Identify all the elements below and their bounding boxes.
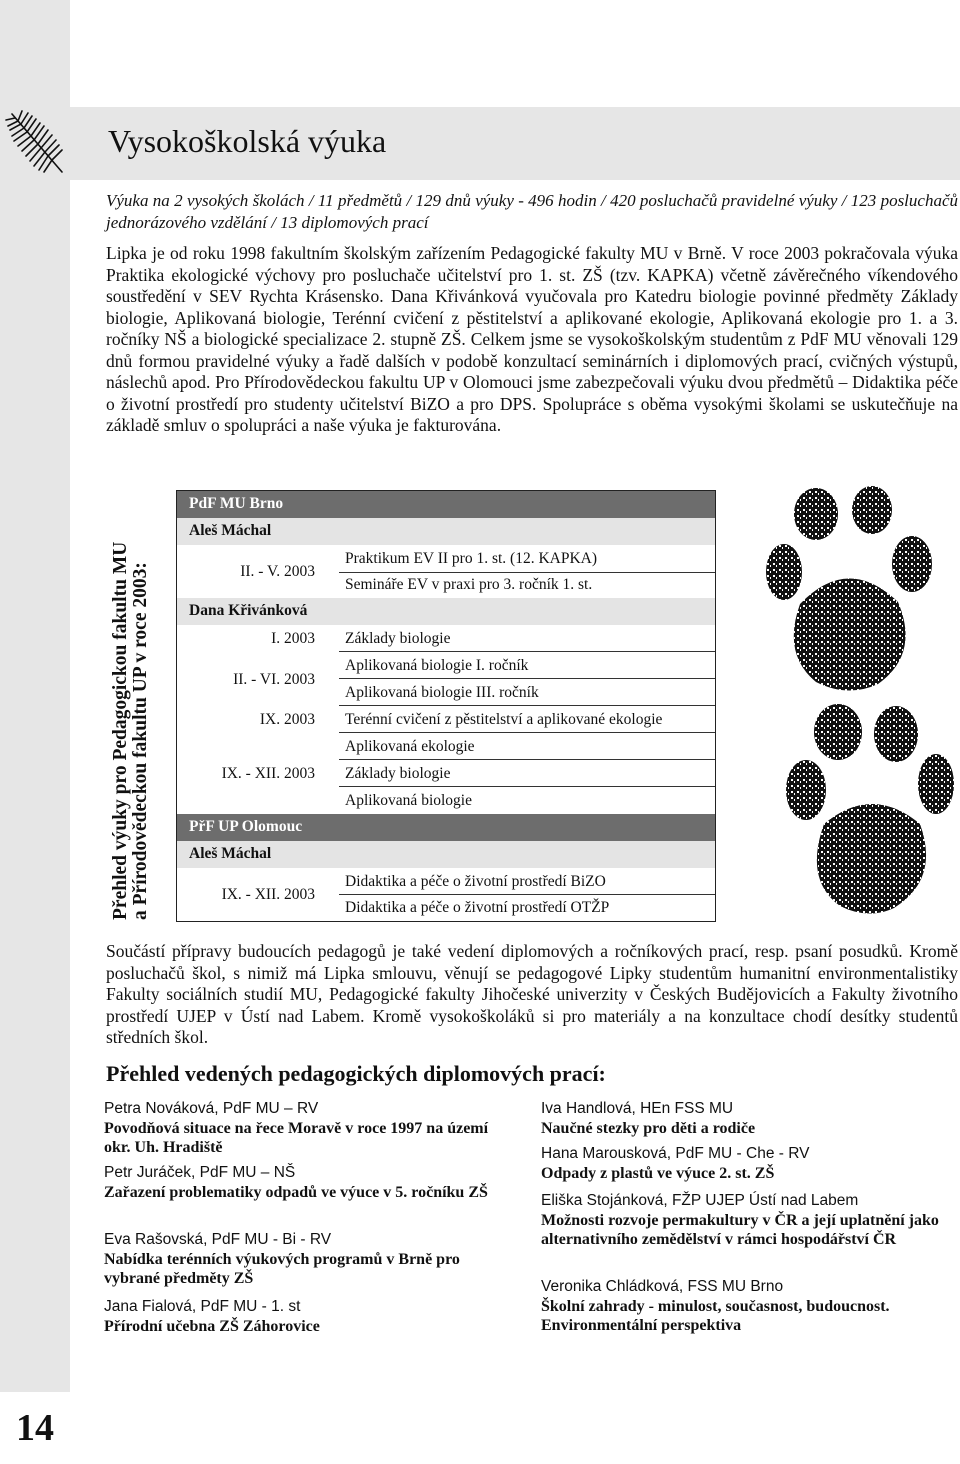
date-cell: IX. - XII. 2003 [221,765,315,782]
left-sidebar [0,0,70,1461]
date-cell: I. 2003 [271,630,315,647]
thesis-item [541,1099,959,1138]
course-cell: Základy biologie [345,630,451,647]
thesis-title: Povodňová situace na řece Moravě v roce 1997 na území okr. Uh. Hradiště [104,1119,489,1156]
teacher-name: Aleš Máchal [189,522,272,539]
thesis-title: Přírodní učebna ZŠ Záhorovice [104,1317,320,1335]
course-cell: Aplikovaná biologie [345,792,472,809]
thesis-author: Iva Handlová, HEn FSS MU [541,1100,734,1117]
thesis-item [541,1277,959,1336]
teacher-row [177,518,715,545]
course-cell: Terénní cvičení z pěstitelství a aplikované ekologie [345,711,663,728]
thesis-item [104,1297,504,1336]
theses-heading: Přehled vedených pedagogických diplomových prací: [106,1061,606,1086]
table-header-pdf [177,491,715,518]
thesis-item [104,1230,504,1289]
divider [339,572,715,573]
date-cell: IX. - XII. 2003 [221,886,315,903]
thesis-title: Odpady z plastů ve výuce 2. st. ZŠ [541,1164,775,1182]
divider [339,678,715,679]
teacher-name: Dana Křivánková [189,602,308,619]
course-cell: Semináře EV v praxi pro 3. ročník 1. st. [345,576,593,593]
intro-summary: Výuka na 2 vysokých školách / 11 předmětů / 129 dnů výuky - 496 hodin / 420 posluchačů pravidelné výuky / 123 posluchačů jednorázového vzdělání / 13 diplomových prací [106,191,958,232]
table-header-prf [177,814,715,841]
paragraph-intro: Lipka je od roku 1998 fakultním školským zařízením Pedagogické fakulty MU v Brně. V roce 2003 pokračovala výuka Praktika ekologické výchovy pro posluchače učitelství pro 1. st. ZŠ (tzv. KAPKA) včetně závěrečného víkendového soustředění v SEV Rychta Krásensko. Dana Křivánková vyučovala pro Katedru biologie povinné předměty Základy biologie, Aplikovaná biologie, Terénní cvičení z pěstitelství a aplikované ekologie, Aplikovaná ekologie pro 1. a 3. ročníky NŠ a biologické specializace 2. stupně ZŠ. Celkem jsme se vysokoškolským studentům z PdF MU věnovali 129 dnů formou pravidelné výuky a řadě dalších v podobě konzultací seminárních i diplomových prací, cvičných výstupů, náslechů apod. Pro Přírodovědeckou fakultu UP v Olomouci jsme zabezpečovali výuku dvou předmětů – Didaktika péče o životní prostředí pro studenty učitelství BiZO a pro DPS. Spolupráce s oběma vysokými školami se uskutečňuje na základě smluv o spolupráci a naše výuka je fakturována. [106,243,958,435]
date-cell: II. - V. 2003 [240,563,315,580]
course-cell: Didaktika a péče o životní prostředí BiZO [345,873,606,890]
teacher-name: Aleš Máchal [189,845,272,862]
teacher-row [177,598,715,625]
pdf-header-label: PdF MU Brno [189,495,284,512]
divider [339,894,715,895]
date-cell: IX. 2003 [259,711,315,728]
thesis-title: Naučné stezky pro děti a rodiče [541,1119,756,1137]
date-cell: II. - VI. 2003 [233,671,315,688]
thesis-item [104,1099,504,1158]
divider [339,705,715,706]
course-cell: Aplikovaná ekologie [345,738,475,755]
course-cell: Praktikum EV II pro 1. st. (12. KAPKA) [345,550,598,567]
divider [339,732,715,733]
page-number: 14 [0,1392,70,1461]
paw-prints-image [760,484,956,924]
pine-branch-icon [4,108,70,178]
thesis-title: Nabídka terénních výukových programů v Brně pro vybrané předměty ZŠ [104,1250,460,1287]
teaching-table [176,490,716,922]
teacher-row [177,841,715,868]
paw-print-bottom [786,704,954,914]
thesis-item [541,1144,959,1183]
prf-header-label: PřF UP Olomouc [189,818,303,835]
paw-print-top [766,486,932,691]
thesis-author: Petr Juráček, PdF MU – NŠ [104,1164,296,1181]
divider [339,759,715,760]
thesis-title: Možnosti rozvoje permakultury v ČR a její uplatnění jako alternativního zemědělství v rámci hospodářství ČR [541,1211,939,1248]
course-cell: Didaktika a péče o životní prostředí OTŽP [345,899,610,916]
thesis-title: Školní zahrady - minulost, současnost, budoucnost. Environmentální perspektiva [541,1297,890,1334]
table-vertical-title [95,480,175,920]
thesis-item [541,1191,959,1250]
thesis-item [104,1163,504,1202]
paragraph-theses: Součástí přípravy budoucích pedagogů je také vedení diplomových a ročníkových prací, resp. psaní posudků. Kromě posluchačů škol, s nimiž má Lipka smlouvu, věnují se pedagogové Lipky studentům humanitní environmentalistiky Fakulty sociálních studií MU, Pedagogické fakulty Jihočeské univerzity v Českých Budějovicích a Fakulty životního prostředí UJEP v Ústí nad Labem. Kromě vysokoškoláků si pro materiály a na konzultace chodí desítky studentů středních škol. [106,941,958,1047]
thesis-author: Eliška Stojánková, FŽP UJEP Ústí nad Labem [541,1192,859,1209]
thesis-title: Zařazení problematiky odpadů ve výuce v 5. ročníku ZŠ [104,1183,488,1201]
divider [339,786,715,787]
thesis-author: Hana Marousková, PdF MU - Che - RV [541,1145,810,1162]
thesis-author: Petra Nováková, PdF MU – RV [104,1100,319,1117]
course-cell: Aplikovaná biologie I. ročník [345,657,529,674]
thesis-author: Veronika Chládková, FSS MU Brno [541,1278,784,1295]
table-title-line2: a Přírodovědeckou fakultu UP v roce 2003: [130,562,151,920]
table-title-line1: Přehled výuky pro Pedagogickou fakultu MU [110,541,131,920]
thesis-author: Eva Rašovská, PdF MU - Bi - RV [104,1231,332,1248]
course-cell: Aplikovaná biologie III. ročník [345,684,539,701]
divider [339,651,715,652]
page-title: Vysokoškolská výuka [108,123,387,159]
course-cell: Základy biologie [345,765,451,782]
thesis-author: Jana Fialová, PdF MU - 1. st [104,1298,301,1315]
